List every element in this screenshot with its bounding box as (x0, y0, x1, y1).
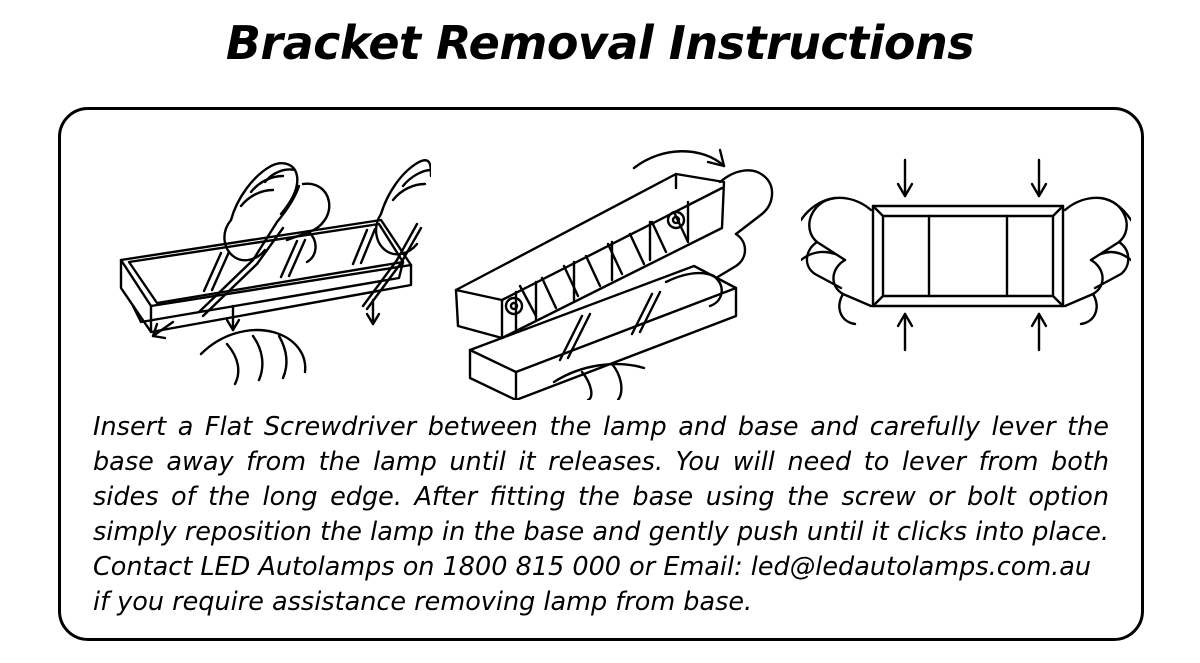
figure-row (61, 110, 1141, 400)
step-2-base-separating-from-lamp (436, 110, 776, 400)
instruction-body: Insert a Flat Screwdriver between the lamp and base and carefully lever the base away from the lamp until it releases. You will need to lever from both sides of the long edge. After fitting the base using the screw or bolt option simply reposition the lamp in the base and gently push until it clicks into place. (93, 412, 1109, 547)
closing-line: if you require assistance removing lamp from base. (93, 587, 753, 617)
instruction-panel (58, 107, 1144, 641)
step-1-lever-with-screwdriver (81, 110, 431, 400)
step-3-push-lamp-back-into-base (801, 110, 1131, 400)
instruction-caption (93, 410, 1109, 620)
contact-line: Contact LED Autolamps on 1800 815 000 or Email: led@ledautolamps.com.au (93, 552, 1092, 582)
page-title: Bracket Removal Instructions (225, 16, 975, 70)
